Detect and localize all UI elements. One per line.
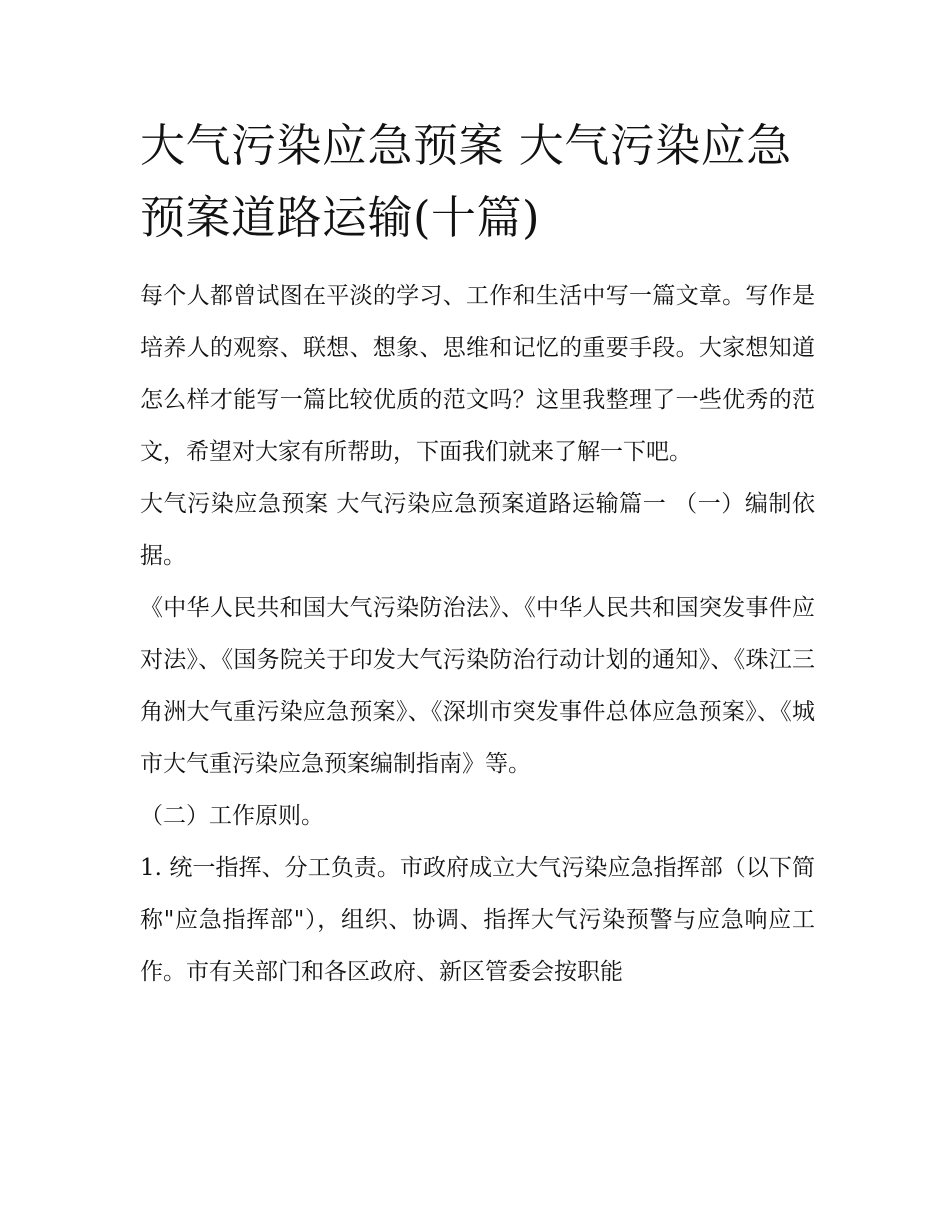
principle-1-paragraph: 1. 统一指挥、分工负责。市政府成立大气污染应急指挥部（以下简称"应急指挥部"），组织、协调、指挥大气污染预警与应急响应工作。市有关部门和各区政府、新区管委会按职能 bbox=[140, 855, 815, 985]
basis-paragraph: 《中华人民共和国大气污染防治法》、《中华人民共和国突发事件应对法》、《国务院关于印发大气污染防治行动计划的通知》、《珠江三角洲大气重污染应急预案》、《深圳市突发事件总体应急预案》、《城市大气重污染应急预案编制指南》等。 bbox=[140, 595, 815, 777]
section-heading-paragraph: 大气污染应急预案 大气污染应急预案道路运输篇一 （一）编制依据。 bbox=[140, 491, 815, 569]
document-page bbox=[140, 110, 815, 998]
principles-heading: （二）工作原则。 bbox=[140, 803, 324, 829]
intro-paragraph: 每个人都曾试图在平淡的学习、工作和生活中写一篇文章。写作是培养人的观察、联想、想象、思维和记忆的重要手段。大家想知道怎么样才能写一篇比较优质的范文吗？这里我整理了一些优秀的范文，希望对大家有所帮助，下面我们就来了解一下吧。 bbox=[140, 283, 815, 465]
document-title: 大气污染应急预案 大气污染应急预案道路运输(十篇) bbox=[140, 119, 792, 244]
